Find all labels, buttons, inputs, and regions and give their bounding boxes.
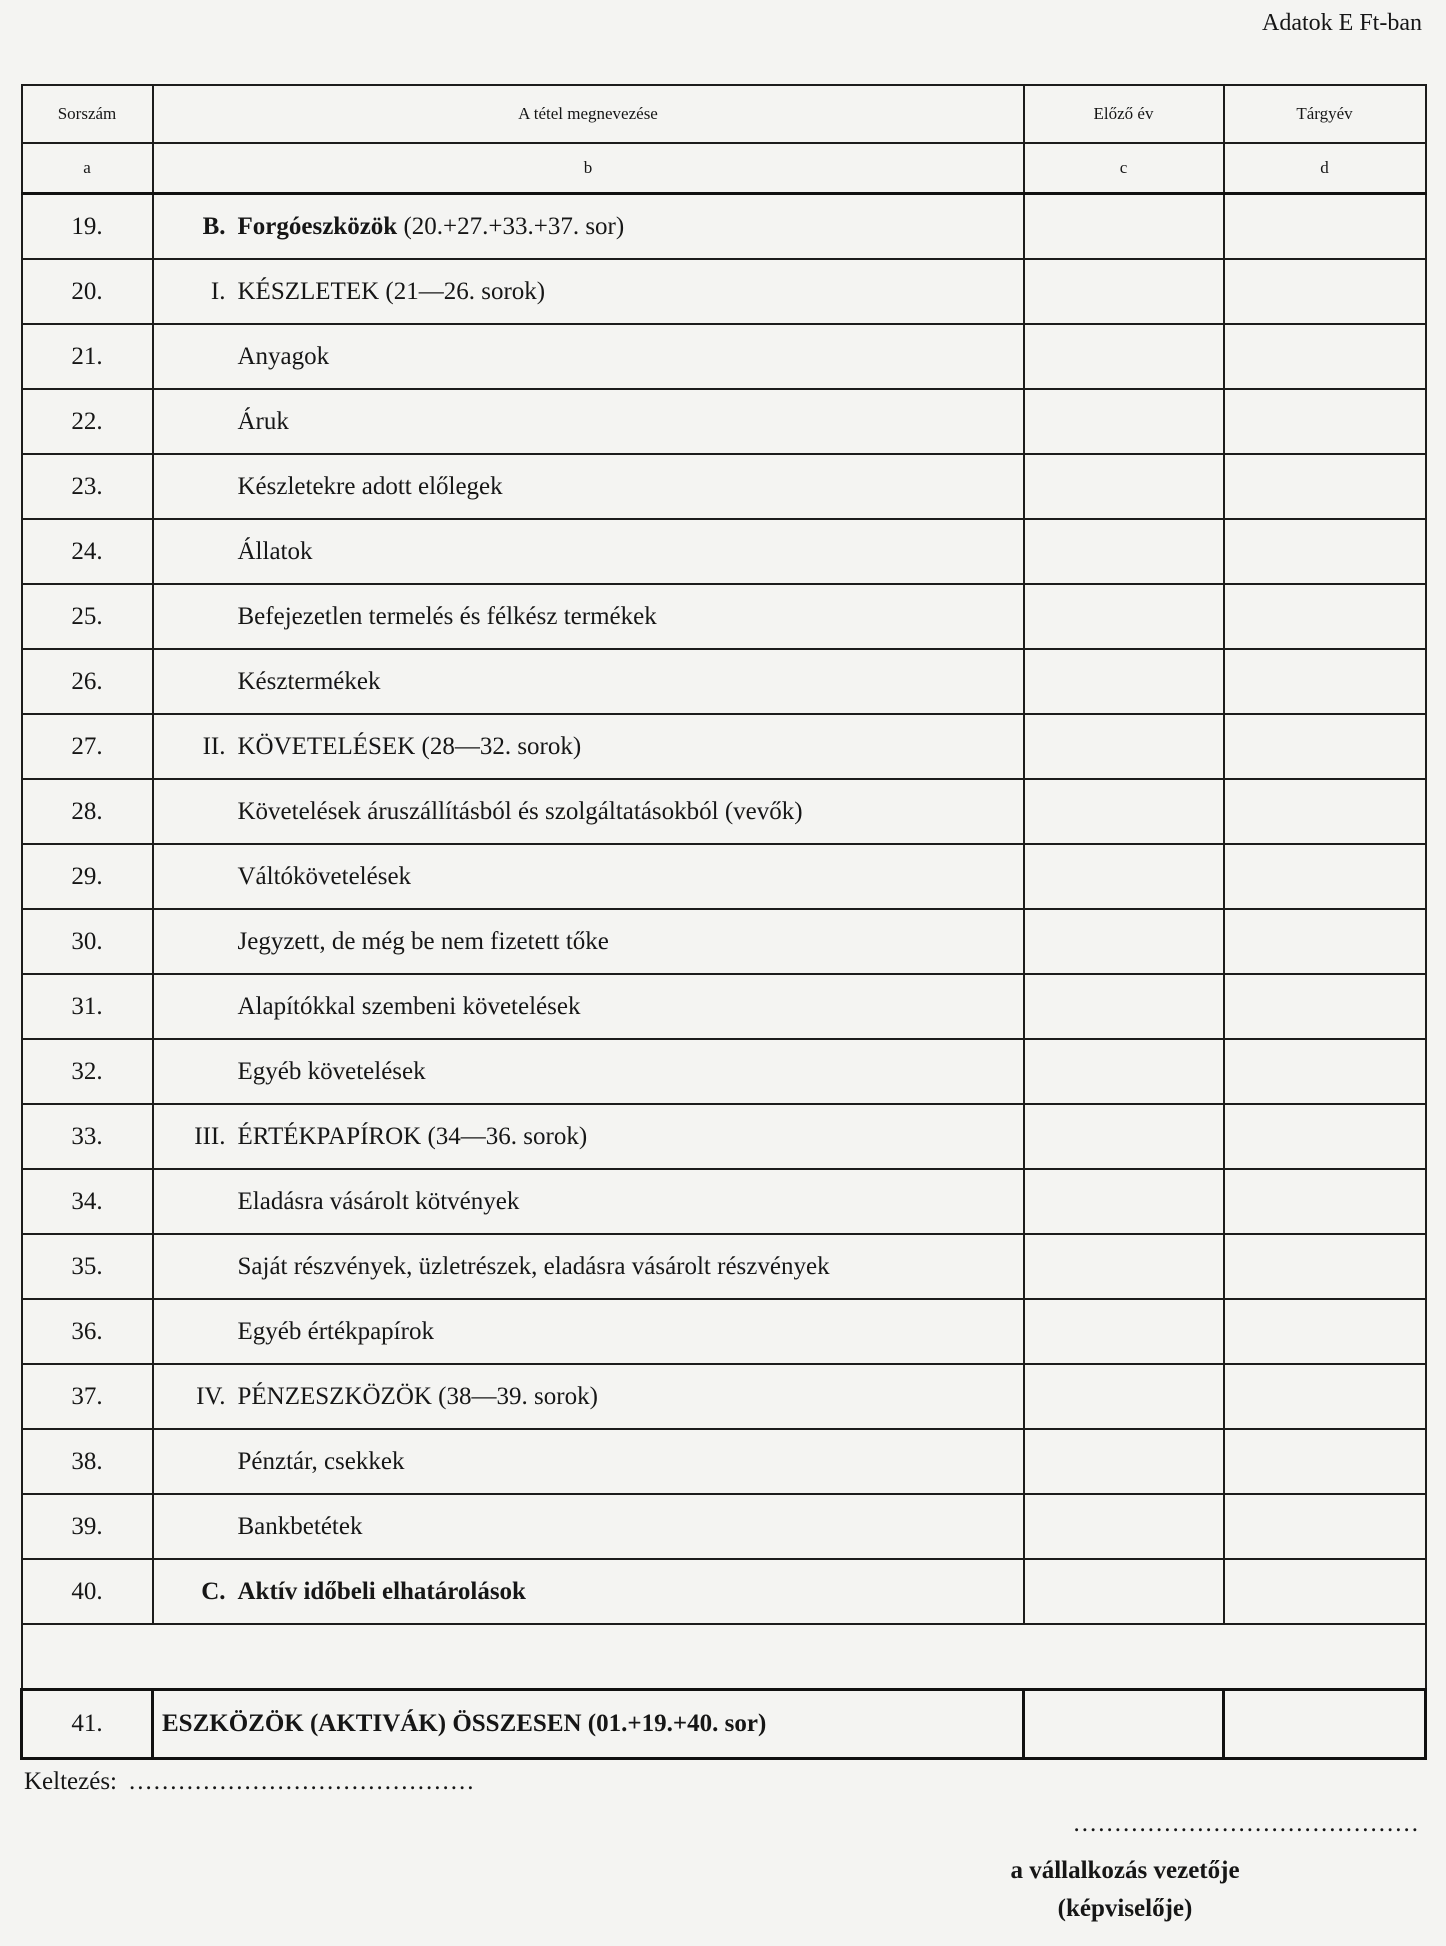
row-name: Bankbetétek (237, 1512, 363, 1540)
date-dots[interactable]: .......................................... (129, 1768, 476, 1795)
row-label (153, 1104, 1024, 1169)
row-name: Forgóeszközök (237, 212, 398, 240)
header-targyev: Tárgyév (1224, 85, 1426, 143)
row-number: 39. (22, 1494, 153, 1559)
header-letter-b: b (153, 143, 1024, 194)
table-row (22, 714, 1426, 779)
current-year-cell[interactable] (1224, 259, 1426, 324)
prev-year-cell[interactable] (1024, 974, 1224, 1039)
total-row (22, 1690, 1426, 1759)
table-row (22, 844, 1426, 909)
row-name: Eladásra vásárolt kötvények (237, 1187, 520, 1215)
row-name: PÉNZESZKÖZÖK (38—39. sorok) (237, 1382, 598, 1410)
total-current-year-cell[interactable] (1224, 1690, 1426, 1759)
prev-year-cell[interactable] (1024, 1364, 1224, 1429)
signature-block (830, 1810, 1420, 1928)
total-row-number: 41. (22, 1690, 153, 1759)
row-number: 26. (22, 649, 153, 714)
balance-sheet-table (20, 84, 1427, 1760)
table-row (22, 1104, 1426, 1169)
row-name: Készletekre adott előlegek (237, 472, 503, 500)
current-year-cell[interactable] (1224, 1429, 1426, 1494)
table-row (22, 1364, 1426, 1429)
row-number: 24. (22, 519, 153, 584)
table-row (22, 1039, 1426, 1104)
row-name: KÖVETELÉSEK (28—32. sorok) (237, 732, 582, 760)
row-label (153, 519, 1024, 584)
row-number: 25. (22, 584, 153, 649)
prev-year-cell[interactable] (1024, 194, 1224, 260)
row-label (153, 1234, 1024, 1299)
prev-year-cell[interactable] (1024, 519, 1224, 584)
row-number: 22. (22, 389, 153, 454)
row-name: Késztermékek (237, 667, 381, 695)
row-roman: C. (201, 1577, 226, 1605)
row-label (153, 1559, 1024, 1624)
prev-year-cell[interactable] (1024, 714, 1224, 779)
row-roman: II. (202, 732, 226, 760)
row-number: 36. (22, 1299, 153, 1364)
prev-year-cell[interactable] (1024, 1299, 1224, 1364)
row-label (153, 714, 1024, 779)
row-label (153, 584, 1024, 649)
current-year-cell[interactable] (1224, 584, 1426, 649)
row-name: Állatok (237, 537, 313, 565)
row-name: Jegyzett, de még be nem fizetett tőke (237, 927, 609, 955)
prev-year-cell[interactable] (1024, 1039, 1224, 1104)
current-year-cell[interactable] (1224, 909, 1426, 974)
row-label (153, 259, 1024, 324)
row-label (153, 454, 1024, 519)
current-year-cell[interactable] (1224, 1299, 1426, 1364)
signature-dots[interactable]: .......................................... (1073, 1810, 1420, 1837)
row-number: 33. (22, 1104, 153, 1169)
header-row (22, 85, 1426, 143)
row-number: 30. (22, 909, 153, 974)
row-roman: IV. (196, 1382, 226, 1410)
prev-year-cell[interactable] (1024, 1494, 1224, 1559)
row-label (153, 844, 1024, 909)
current-year-cell[interactable] (1224, 779, 1426, 844)
table-row (22, 1299, 1426, 1364)
row-label (153, 779, 1024, 844)
header-letters-row (22, 143, 1426, 194)
row-name: KÉSZLETEK (21—26. sorok) (237, 277, 546, 305)
current-year-cell[interactable] (1224, 1169, 1426, 1234)
row-suffix: (20.+27.+33.+37. sor) (397, 212, 625, 240)
row-name: Egyéb követelések (237, 1057, 426, 1085)
row-name: Anyagok (237, 342, 330, 370)
row-number: 29. (22, 844, 153, 909)
row-number: 34. (22, 1169, 153, 1234)
row-label (153, 909, 1024, 974)
table-row (22, 584, 1426, 649)
row-name: Saját részvények, üzletrészek, eladásra vásárolt részvények (237, 1252, 830, 1280)
row-number: 28. (22, 779, 153, 844)
current-year-cell[interactable] (1224, 649, 1426, 714)
date-label: Keltezés: (24, 1768, 118, 1795)
table-row (22, 454, 1426, 519)
row-label (153, 1299, 1024, 1364)
table-row (22, 909, 1426, 974)
current-year-cell[interactable] (1224, 1104, 1426, 1169)
table-row (22, 324, 1426, 389)
prev-year-cell[interactable] (1024, 584, 1224, 649)
table-row (22, 1559, 1426, 1624)
current-year-cell[interactable] (1224, 454, 1426, 519)
row-name: Egyéb értékpapírok (237, 1317, 434, 1345)
current-year-cell[interactable] (1224, 1234, 1426, 1299)
signature-role: a vállalkozás vezetője (1010, 1857, 1240, 1884)
prev-year-cell[interactable] (1024, 1429, 1224, 1494)
table-row (22, 649, 1426, 714)
current-year-cell[interactable] (1224, 714, 1426, 779)
current-year-cell[interactable] (1224, 519, 1426, 584)
row-label (153, 194, 1024, 260)
row-name: Alapítókkal szembeni követelések (237, 992, 581, 1020)
table-row (22, 1234, 1426, 1299)
table-row (22, 1169, 1426, 1234)
row-number: 21. (22, 324, 153, 389)
row-label (153, 1364, 1024, 1429)
row-number: 38. (22, 1429, 153, 1494)
row-name: Áruk (237, 407, 289, 435)
row-label (153, 974, 1024, 1039)
header-letter-c: c (1024, 143, 1224, 194)
row-number: 35. (22, 1234, 153, 1299)
total-prev-year-cell[interactable] (1024, 1690, 1224, 1759)
current-year-cell[interactable] (1224, 324, 1426, 389)
row-roman: III. (194, 1122, 226, 1150)
row-number: 27. (22, 714, 153, 779)
row-number: 20. (22, 259, 153, 324)
current-year-cell[interactable] (1224, 194, 1426, 260)
header-letter-d: d (1224, 143, 1426, 194)
header-tetel: A tétel megnevezése (153, 85, 1024, 143)
table-row (22, 974, 1426, 1039)
current-year-cell[interactable] (1224, 389, 1426, 454)
row-label (153, 1039, 1024, 1104)
table-row (22, 519, 1426, 584)
row-name: ÉRTÉKPAPÍROK (34—36. sorok) (237, 1122, 588, 1150)
prev-year-cell[interactable] (1024, 1559, 1224, 1624)
unit-note: Adatok E Ft-ban (1262, 10, 1422, 36)
prev-year-cell[interactable] (1024, 844, 1224, 909)
prev-year-cell[interactable] (1024, 909, 1224, 974)
row-number: 32. (22, 1039, 153, 1104)
row-label (153, 389, 1024, 454)
header-elozo-ev: Előző év (1024, 85, 1224, 143)
current-year-cell[interactable] (1224, 1039, 1426, 1104)
row-name: Pénztár, csekkek (237, 1447, 405, 1475)
row-label (153, 649, 1024, 714)
current-year-cell[interactable] (1224, 974, 1426, 1039)
prev-year-cell[interactable] (1024, 389, 1224, 454)
prev-year-cell[interactable] (1024, 324, 1224, 389)
row-name: Aktív időbeli elhatárolások (237, 1577, 526, 1605)
table-row (22, 389, 1426, 454)
header-sorszam: Sorszám (22, 85, 153, 143)
prev-year-cell[interactable] (1024, 454, 1224, 519)
table-row (22, 259, 1426, 324)
prev-year-cell[interactable] (1024, 779, 1224, 844)
prev-year-cell[interactable] (1024, 259, 1224, 324)
row-roman: I. (210, 277, 226, 305)
row-name: Váltókövetelések (237, 862, 412, 890)
table-row (22, 779, 1426, 844)
header-letter-a: a (22, 143, 153, 194)
current-year-cell[interactable] (1224, 1559, 1426, 1624)
prev-year-cell[interactable] (1024, 649, 1224, 714)
total-row-name: ESZKÖZÖK (AKTIVÁK) ÖSSZESEN (01.+19.+40. sor) (153, 1690, 1024, 1759)
prev-year-cell[interactable] (1024, 1169, 1224, 1234)
row-number: 23. (22, 454, 153, 519)
row-name: Befejezetlen termelés és félkész termékek (237, 602, 657, 630)
signature-role-2: (képviselője) (1057, 1895, 1193, 1922)
prev-year-cell[interactable] (1024, 1234, 1224, 1299)
current-year-cell[interactable] (1224, 844, 1426, 909)
table-row (22, 1494, 1426, 1559)
table-row (22, 1429, 1426, 1494)
row-number: 31. (22, 974, 153, 1039)
row-label (153, 1169, 1024, 1234)
row-label (153, 324, 1024, 389)
row-label (153, 1429, 1024, 1494)
row-number: 19. (22, 194, 153, 260)
row-roman: B. (202, 212, 226, 240)
row-label (153, 1494, 1024, 1559)
date-field (24, 1768, 476, 1796)
current-year-cell[interactable] (1224, 1494, 1426, 1559)
table-row (22, 194, 1426, 260)
current-year-cell[interactable] (1224, 1364, 1426, 1429)
prev-year-cell[interactable] (1024, 1104, 1224, 1169)
row-number: 37. (22, 1364, 153, 1429)
gap-row (22, 1624, 1426, 1690)
row-name: Követelések áruszállításból és szolgáltatásokból (vevők) (237, 797, 803, 825)
row-number: 40. (22, 1559, 153, 1624)
